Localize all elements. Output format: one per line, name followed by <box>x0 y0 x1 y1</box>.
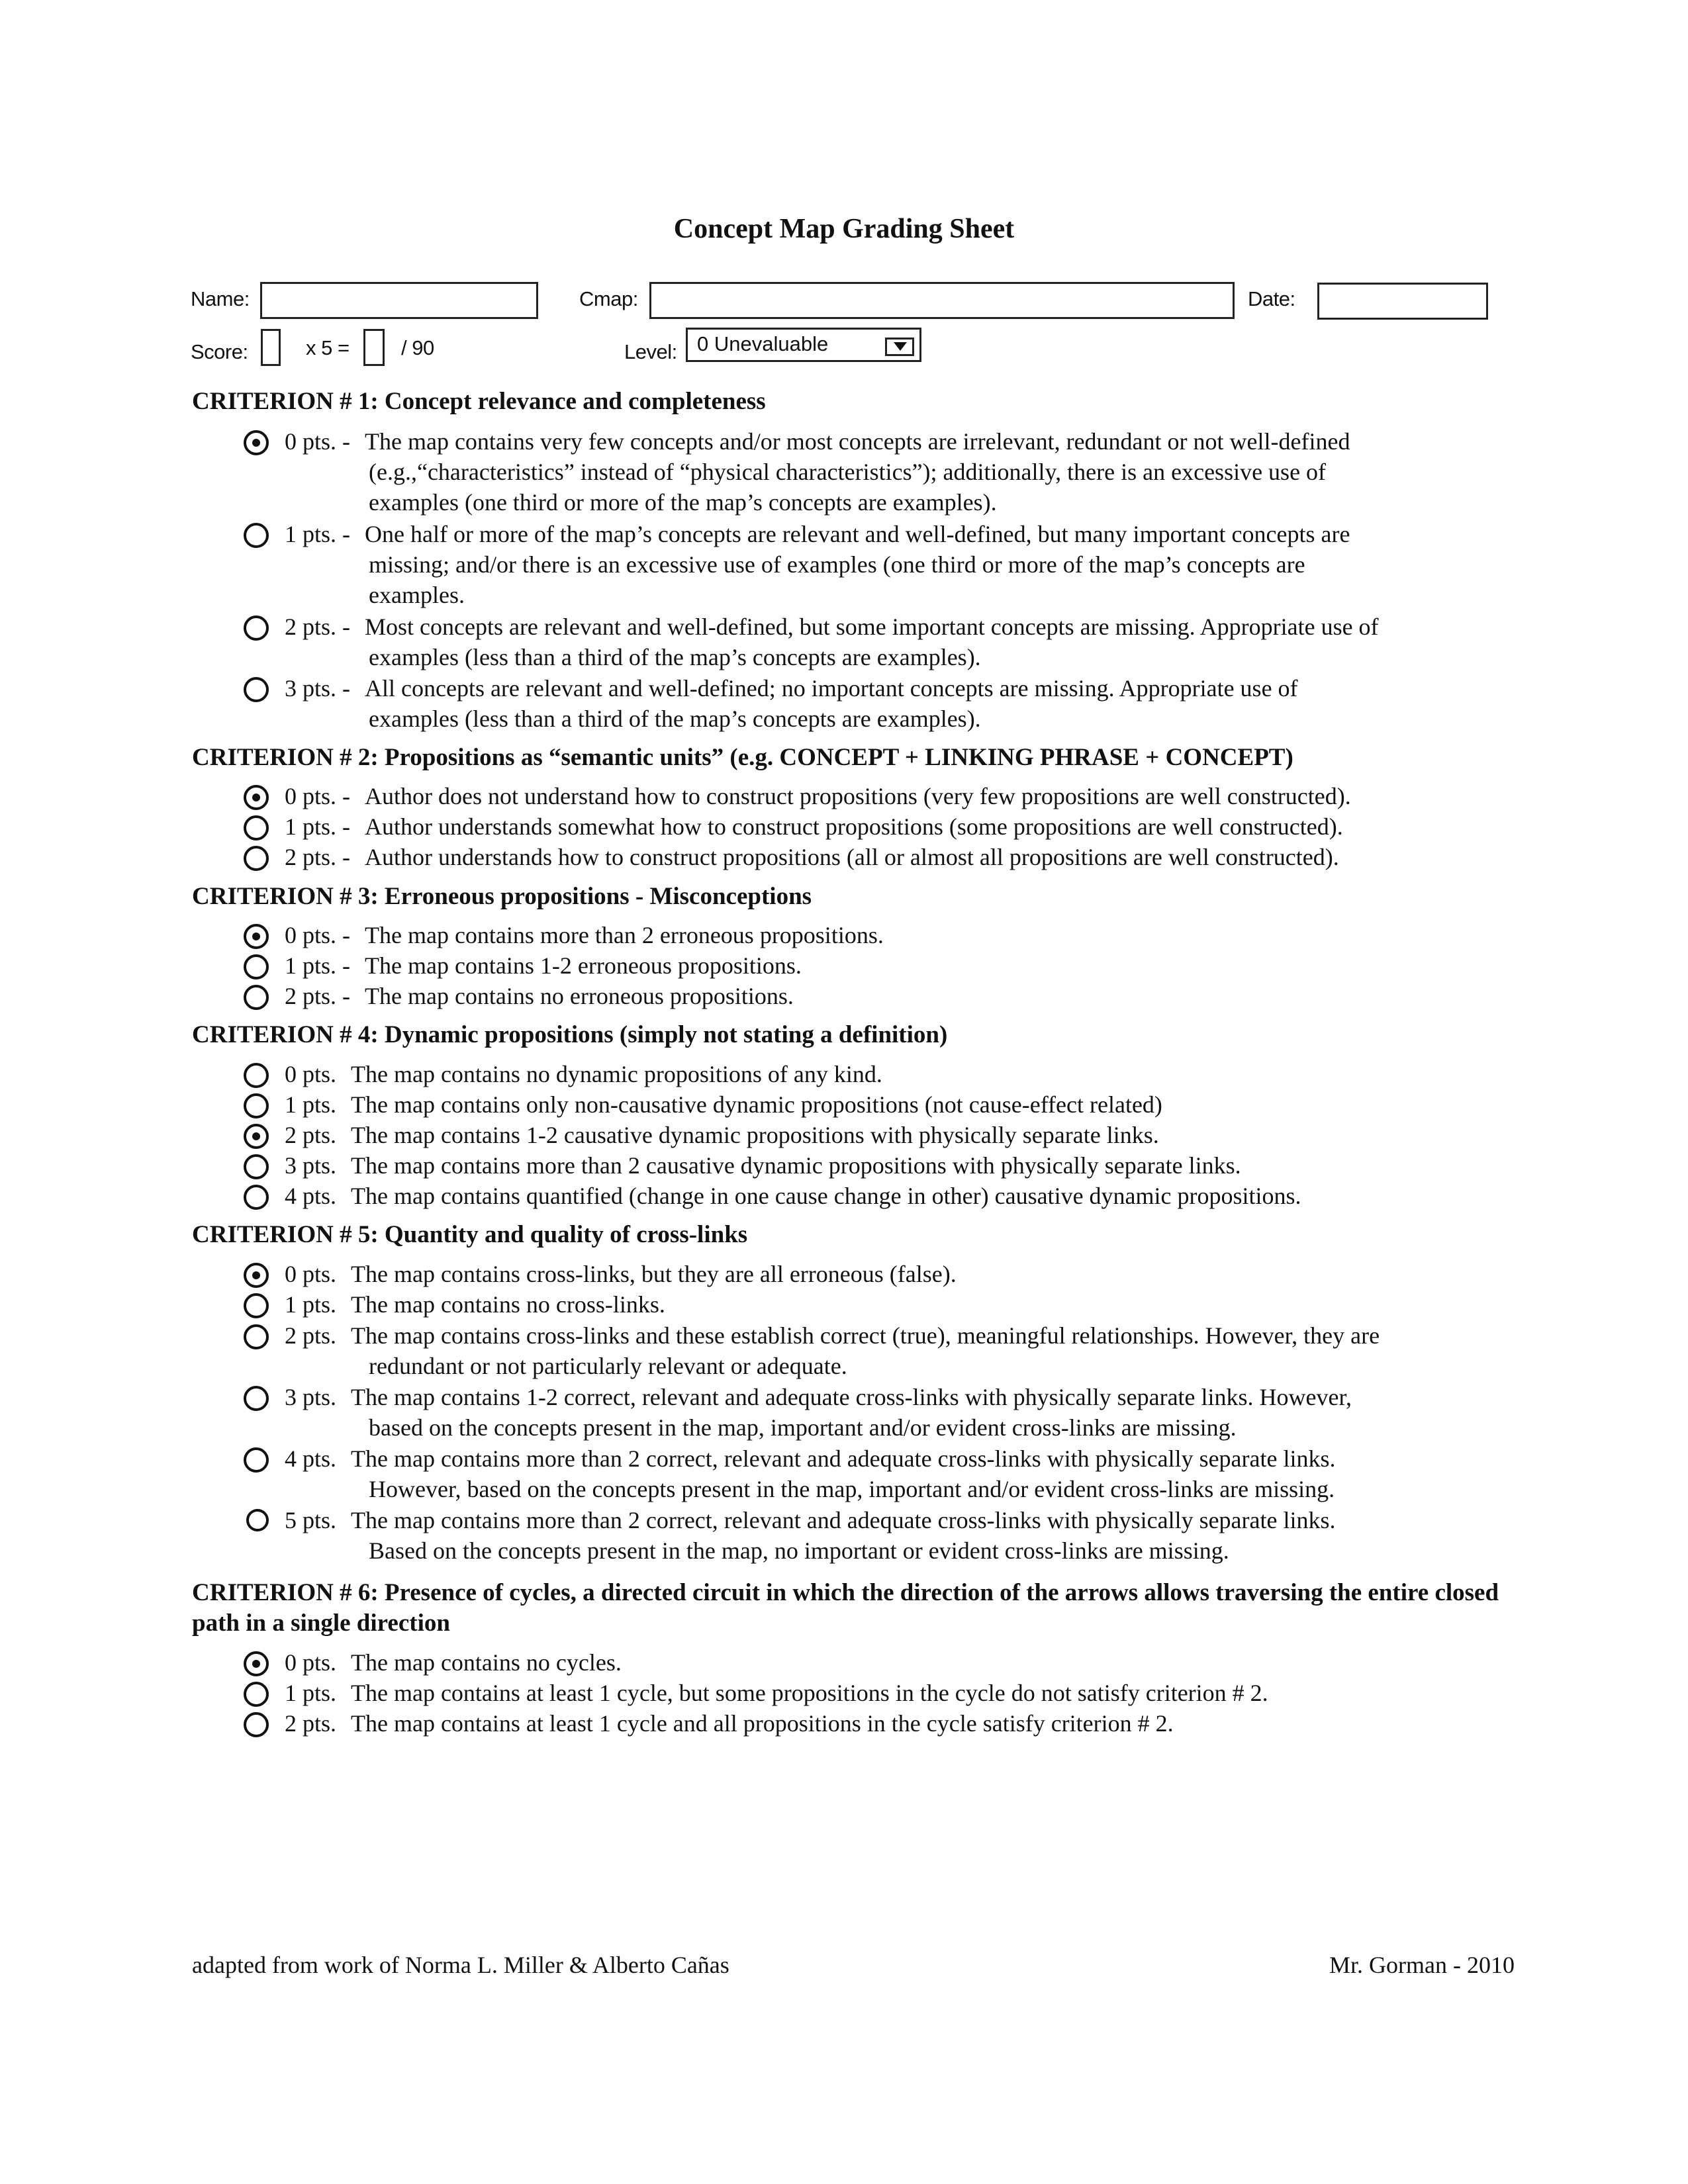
chevron-down-icon[interactable] <box>885 338 914 356</box>
radio-icon[interactable] <box>244 985 269 1010</box>
radio-icon[interactable] <box>244 1682 269 1707</box>
radio-selected-icon[interactable] <box>244 924 269 949</box>
page-title: Concept Map Grading Sheet <box>673 214 1015 244</box>
radio-icon[interactable] <box>244 677 269 702</box>
radio-icon[interactable] <box>244 846 269 871</box>
criterion-4-heading: CRITERION # 4: Dynamic propositions (simply not stating a definition) <box>192 1021 948 1048</box>
radio-selected-icon[interactable] <box>244 1651 269 1676</box>
radio-icon[interactable] <box>244 815 269 841</box>
date-label: Date: <box>1248 287 1295 310</box>
level-selected-value: 0 Unevaluable <box>697 332 829 355</box>
score-field[interactable] <box>261 329 281 366</box>
criterion-3-heading: CRITERION # 3: Erroneous propositions - Misconceptions <box>192 883 812 910</box>
name-label: Name: <box>191 287 250 310</box>
criterion-6-heading: CRITERION # 6: Presence of cycles, a directed circuit in which the direction of the arrows allows traversing the entire closed path in a single direction <box>192 1579 1499 1637</box>
radio-icon[interactable] <box>246 1509 269 1531</box>
radio-icon[interactable] <box>244 1185 269 1210</box>
radio-icon[interactable] <box>244 1093 269 1118</box>
radio-selected-icon[interactable] <box>244 430 269 455</box>
radio-icon[interactable] <box>244 615 269 641</box>
name-field[interactable] <box>260 282 538 319</box>
radio-icon[interactable] <box>244 954 269 979</box>
footer-credit: adapted from work of Norma L. Miller & Alberto Cañas <box>192 1952 729 1978</box>
date-field[interactable] <box>1317 283 1488 320</box>
radio-icon[interactable] <box>244 1386 269 1411</box>
radio-selected-icon[interactable] <box>244 1263 269 1288</box>
radio-icon[interactable] <box>244 1447 269 1473</box>
radio-icon[interactable] <box>244 1154 269 1179</box>
cmap-field[interactable] <box>649 282 1235 319</box>
radio-icon[interactable] <box>244 1063 269 1088</box>
total-max-label: / 90 <box>401 336 434 359</box>
radio-selected-icon[interactable] <box>244 1124 269 1149</box>
radio-icon[interactable] <box>244 1712 269 1737</box>
footer-author: Mr. Gorman - 2010 <box>1329 1952 1515 1978</box>
criterion-1-heading: CRITERION # 1: Concept relevance and completeness <box>192 388 766 415</box>
level-select[interactable] <box>686 328 921 362</box>
total-field[interactable] <box>363 329 385 366</box>
score-label: Score: <box>191 340 248 363</box>
radio-selected-icon[interactable] <box>244 785 269 810</box>
radio-icon[interactable] <box>244 1293 269 1318</box>
criterion-2-heading: CRITERION # 2: Propositions as “semantic units” (e.g. CONCEPT + LINKING PHRASE + CONCEPT) <box>192 744 1293 771</box>
radio-icon[interactable] <box>244 523 269 548</box>
radio-icon[interactable] <box>244 1324 269 1349</box>
cmap-label: Cmap: <box>579 287 638 310</box>
level-label: Level: <box>624 340 677 363</box>
multiplier-label: x 5 = <box>306 336 350 359</box>
criterion-5-heading: CRITERION # 5: Quantity and quality of cross-links <box>192 1221 748 1248</box>
